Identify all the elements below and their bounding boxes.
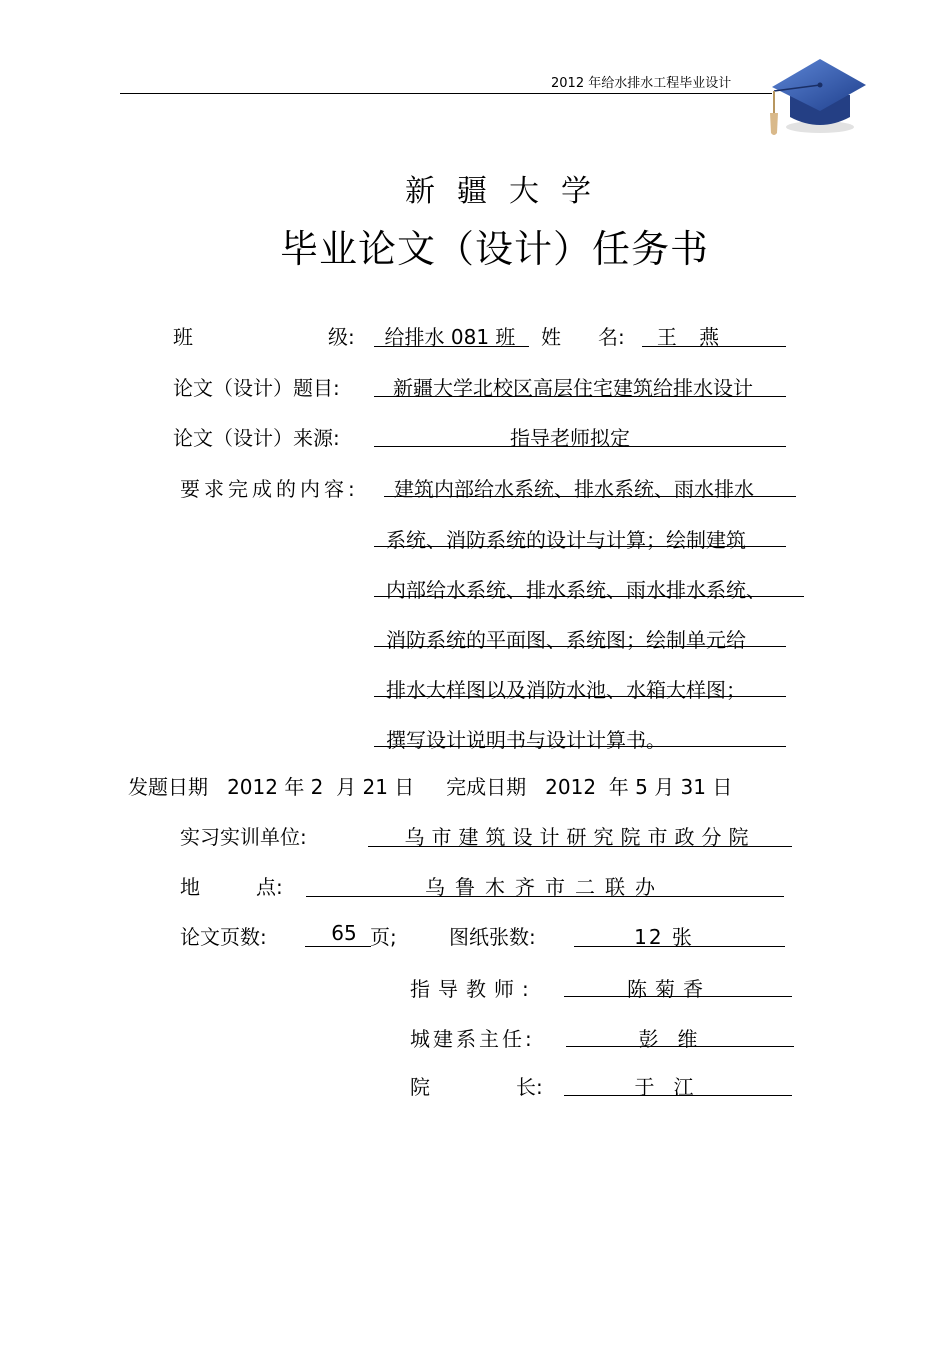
advisor-underline [564, 996, 792, 997]
name-value: 王 燕 [656, 325, 728, 349]
pages-label: 论文页数: [180, 925, 267, 949]
name-underline [642, 346, 786, 347]
unit-value: 乌市建筑设计研究院市政分院 [404, 825, 756, 849]
pages-value: 65 [331, 921, 357, 945]
content-line: 撰写设计说明书与设计计算书。 [386, 728, 666, 752]
content-underline [374, 696, 786, 697]
class-underline [374, 346, 529, 347]
content-line: 消防系统的平面图、系统图；绘制单元给 [386, 628, 746, 652]
content-line: 系统、消防系统的设计与计算；绘制建筑 [386, 528, 746, 552]
drawings-underline [574, 946, 785, 947]
place-value: 乌鲁木齐市二联办 [425, 875, 665, 899]
content-underline [374, 596, 804, 597]
unit-label: 实习实训单位: [180, 825, 307, 849]
content-label: 要求完成的内容: [180, 477, 359, 501]
department-head-underline [566, 1046, 794, 1047]
drawings-value: 12 张 [634, 925, 694, 949]
class-label-2: 级: [328, 325, 355, 349]
place-label-2: 点: [256, 875, 283, 899]
topic-value: 新疆大学北校区高层住宅建筑给排水设计 [393, 376, 753, 400]
topic-label: 论文（设计）题目: [173, 376, 340, 400]
name-label-1: 姓 [541, 325, 561, 349]
class-value: 给排水 081 班 [384, 325, 516, 349]
university-name: 新疆大学 [405, 174, 613, 209]
content-line: 内部给水系统、排水系统、雨水排水系统、 [386, 578, 766, 602]
content-underline [384, 496, 796, 497]
advisor-value: 陈菊香 [627, 977, 711, 1001]
dean-label-2: 长: [516, 1075, 543, 1099]
place-underline [306, 896, 784, 897]
content-underline [374, 746, 786, 747]
graduation-cap-icon [768, 55, 868, 145]
unit-underline [368, 846, 792, 847]
content-line: 排水大样图以及消防水池、水箱大样图； [386, 678, 746, 702]
content-underline [374, 646, 786, 647]
source-label: 论文（设计）来源: [173, 426, 340, 450]
advisor-label: 指导教师: [410, 977, 537, 1001]
content-line: 建筑内部给水系统、排水系统、雨水排水 [394, 477, 754, 501]
pages-underline [305, 946, 371, 947]
department-head-label: 城建系主任: [410, 1027, 535, 1051]
issue-completion-dates: 发题日期 2012 年 2 月 21 日 完成日期 2012 年 5 月 31 日 [128, 775, 733, 799]
drawings-label: 图纸张数: [449, 925, 536, 949]
source-underline [374, 446, 786, 447]
dean-underline [564, 1095, 792, 1096]
class-label-1: 班 [173, 325, 193, 349]
source-value: 指导老师拟定 [510, 426, 630, 450]
document-title: 毕业论文（设计）任务书 [280, 227, 710, 271]
topic-underline [374, 396, 786, 397]
dean-value: 于 江 [634, 1075, 694, 1099]
content-underline [374, 546, 786, 547]
header-text: 2012 年给水排水工程毕业设计 [551, 76, 732, 91]
place-label-1: 地 [180, 875, 200, 899]
header-rule [120, 93, 772, 94]
dean-label-1: 院 [410, 1075, 430, 1099]
department-head-value: 彭 维 [638, 1027, 698, 1051]
pages-unit: 页; [370, 925, 397, 949]
name-label-2: 名: [598, 325, 625, 349]
